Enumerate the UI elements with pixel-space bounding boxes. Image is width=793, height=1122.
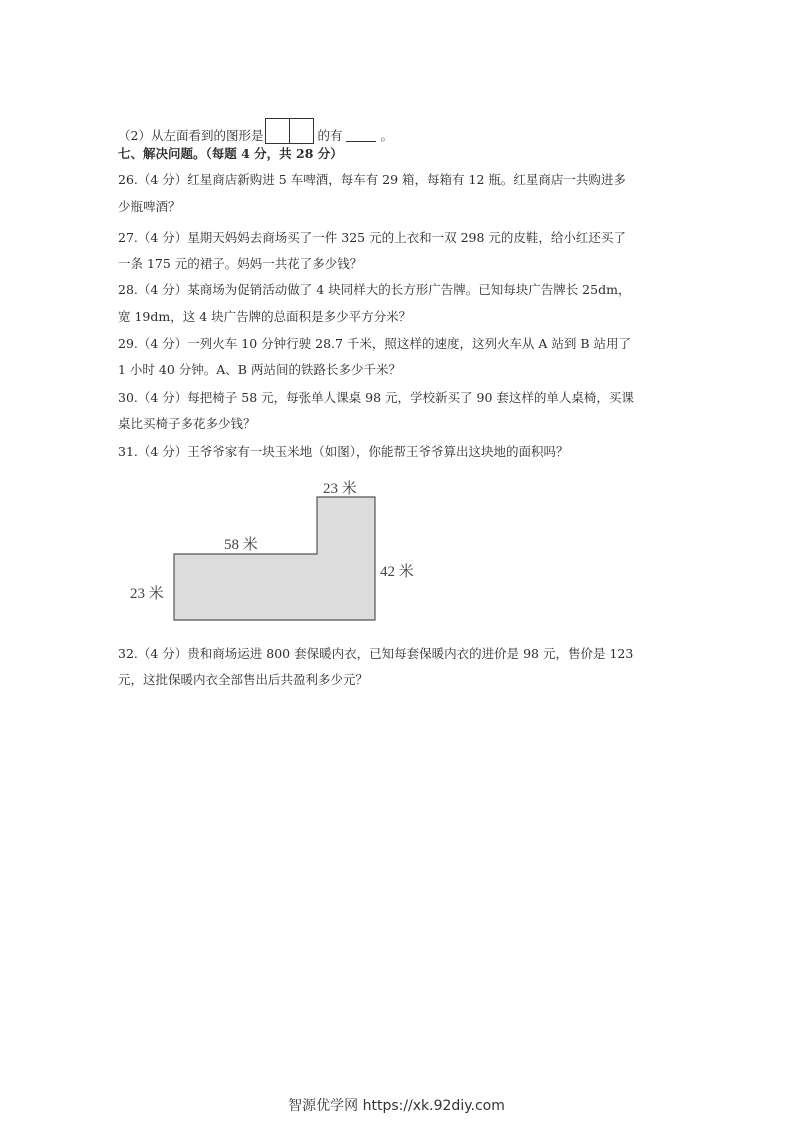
question-31-line: 31.（4 分）王爷爷家有一块玉米地（如图），你能帮王爷爷算出这块地的面积吗？ — [118, 444, 569, 459]
question-26-line-2: 少瓶啤酒？ — [118, 199, 181, 214]
section-heading: 七、解决问题。（每题 4 分，共 28 分） — [118, 146, 343, 161]
question-30-line-2: 桌比买椅子多花多少钱？ — [118, 416, 256, 431]
question-2-line: （2）从左面看到的图形是 的有 。 — [118, 118, 393, 144]
question-2-prefix: （2）从左面看到的图形是 — [118, 128, 264, 143]
question-28-line-2: 宽 19dm，这 4 块广告牌的总面积是多少平方分米？ — [118, 309, 412, 324]
question-29-line-1: 29.（4 分）一列火车 10 分钟行驶 28.7 千米，照这样的速度，这列火车从 A 站到 B 站用了 — [118, 336, 632, 351]
cornfield-figure — [118, 470, 448, 630]
two-square-sketch — [265, 118, 315, 144]
question-2-suffix: 的有 — [317, 128, 343, 143]
footer-watermark: 智源优学网 https://xk.92diy.com — [288, 1098, 505, 1114]
label-top-width: 23 米 — [323, 481, 357, 497]
label-left-height: 23 米 — [130, 586, 164, 602]
question-29-line-2: 1 小时 40 分钟。A、B 两站间的铁路长多少千米？ — [118, 362, 401, 377]
question-27-line-1: 27.（4 分）星期天妈妈去商场买了一件 325 元的上衣和一双 298 元的皮鞋，给小红还买了 — [118, 230, 626, 245]
question-26-line-1: 26.（4 分）红星商店新购进 5 车啤酒，每车有 29 箱，每箱有 12 瓶。红星商店一共购进多 — [118, 172, 626, 187]
question-30-line-1: 30.（4 分）每把椅子 58 元，每张单人课桌 98 元，学校新买了 90 套这样的单人桌椅，买课 — [118, 390, 634, 405]
l-shape-area — [174, 497, 375, 620]
l-shape-diagram — [118, 470, 448, 630]
label-right-height: 42 米 — [380, 564, 414, 580]
question-32-line-1: 32.（4 分）贵和商场运进 800 套保暖内衣，已知每套保暖内衣的进价是 98 元，售价是 123 — [118, 646, 634, 661]
answer-blank[interactable] — [346, 129, 376, 142]
question-28-line-1: 28.（4 分）某商场为促销活动做了 4 块同样大的长方形广告牌。已知每块广告牌长 25dm， — [118, 282, 631, 297]
label-upper-left-length: 58 米 — [224, 537, 258, 553]
question-32-line-2: 元，这批保暖内衣全部售出后共盈利多少元？ — [118, 672, 369, 687]
question-27-line-2: 一条 175 元的裙子。妈妈一共花了多少钱？ — [118, 256, 363, 271]
